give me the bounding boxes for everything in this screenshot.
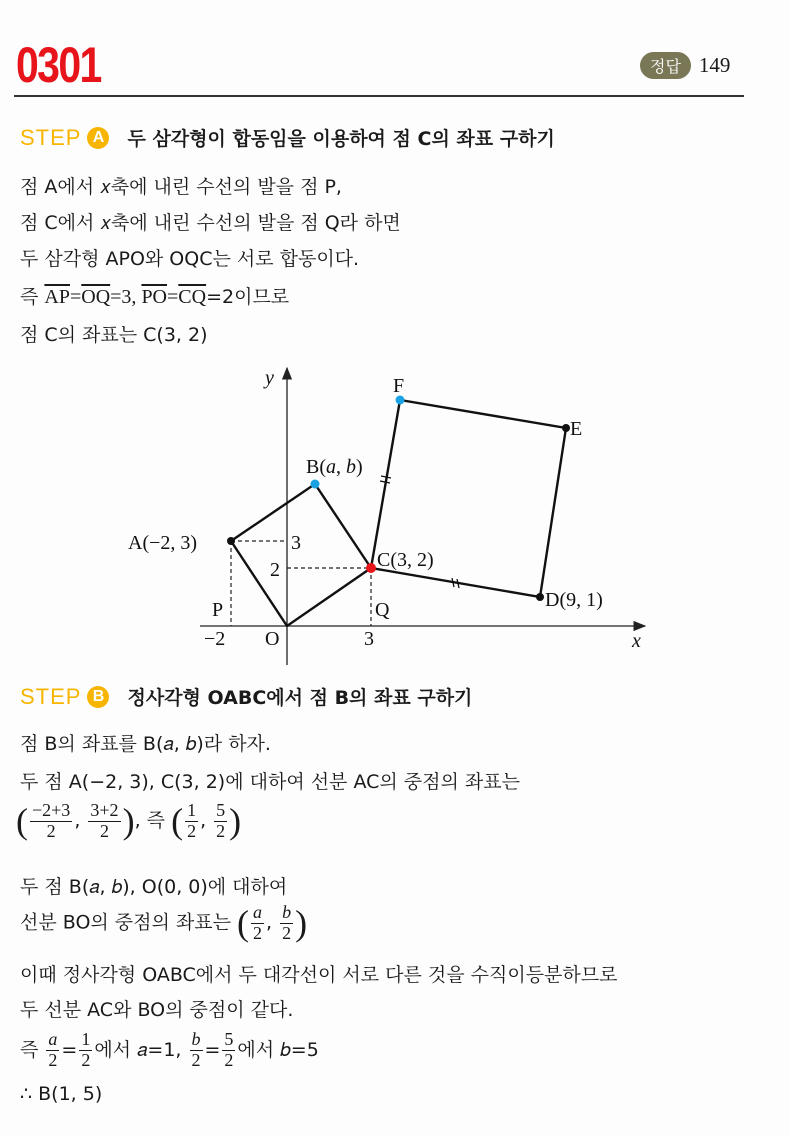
svg-text:E: E — [570, 418, 583, 440]
svg-text:C(3, 2): C(3, 2) — [377, 549, 434, 571]
step-a-line-2: 점 C에서 𝑥축에 내린 수선의 발을 점 Q라 하면 — [20, 212, 401, 234]
step-a-circle-icon: A — [87, 127, 109, 149]
square-oabc — [231, 484, 371, 626]
step-b-line-6: 이때 정사각형 OABC에서 두 대각선이 서로 다른 것을 수직이등분하므로 — [20, 964, 618, 986]
step-b-line-8: 즉 $\frac{a}{2}$ = $\frac{1}{2}$ 에서 𝑎=1, $\frac{b}{2}$ = $\frac{5}{2}$ 에서 𝑏=5 — [20, 1029, 319, 1070]
svg-text:A(−2, 3): A(−2, 3) — [128, 532, 198, 554]
svg-text:O: O — [265, 628, 280, 650]
step-b-heading — [20, 683, 472, 710]
svg-text:B(a, b): B(a, b) — [306, 456, 363, 478]
step-label: STEP — [20, 124, 82, 150]
svg-text:−2: −2 — [204, 628, 226, 650]
step-b-line-5: 선분 BO의 중점의 좌표는 ( $\frac{a}{2}$ , $\frac{b}{2}$ ) — [20, 901, 308, 943]
svg-text:F: F — [393, 375, 405, 397]
step-b-line-1: 점 B의 좌표를 B(𝑎, 𝑏)라 하자. — [20, 733, 271, 755]
step-b-line-7: 두 선분 AC와 BO의 중점이 같다. — [20, 999, 294, 1021]
segment-ap: $\overline{AP}$ — [44, 286, 70, 308]
svg-text:2: 2 — [270, 559, 280, 581]
answer-page: 149 — [698, 53, 731, 77]
svg-text:3: 3 — [364, 628, 374, 650]
svg-text:x: x — [632, 630, 641, 652]
step-b-circle-icon: B — [87, 686, 109, 708]
step-a-line-4: 즉 $\overline{AP}=\overline{OQ}=3$, $\overline{PO}=\overline{CQ}=2$이므로 — [20, 286, 290, 308]
svg-text:P: P — [212, 599, 224, 621]
step-b-conclusion: ∴ B(1, 5) — [20, 1083, 103, 1105]
step-b-line-3: ( $\frac{-2+3}{2}$ , $\frac{3+2}{2}$ ), 즉 ( $\frac{1}{2}$ , $\frac{5}{2}$ ) — [16, 799, 242, 841]
step-a-line-1: 점 A에서 𝑥축에 내린 수선의 발을 점 P, — [20, 176, 342, 198]
svg-text:Q: Q — [375, 599, 390, 621]
step-label: STEP — [20, 683, 82, 709]
segment-oq: $\overline{OQ}$ — [81, 286, 111, 308]
svg-text:D(9, 1): D(9, 1) — [545, 589, 603, 611]
step-b-line-4: 두 점 B(𝑎, 𝑏), O(0, 0)에 대하여 — [20, 876, 288, 898]
svg-text:3: 3 — [291, 532, 301, 554]
step-b-title: 정사각형 OABC에서 점 B의 좌표 구하기 — [127, 687, 473, 709]
answer-badge: 정답 — [640, 52, 691, 79]
svg-text:y: y — [265, 367, 274, 389]
step-a-line-5: 점 C의 좌표는 C(3, 2) — [20, 324, 208, 346]
step-a-title: 두 삼각형이 합동임을 이용하여 점 C의 좌표 구하기 — [127, 128, 555, 150]
problem-number: 0301 — [16, 37, 101, 93]
step-a-line-3: 두 삼각형 APO와 OQC는 서로 합동이다. — [20, 248, 360, 270]
step-b-line-2: 두 점 A(−2, 3), C(3, 2)에 대하여 선분 AC의 중점의 좌표는 — [20, 771, 520, 793]
segment-cq: $\overline{CQ}$ — [178, 286, 207, 308]
segment-po: $\overline{PO}$ — [141, 286, 168, 308]
